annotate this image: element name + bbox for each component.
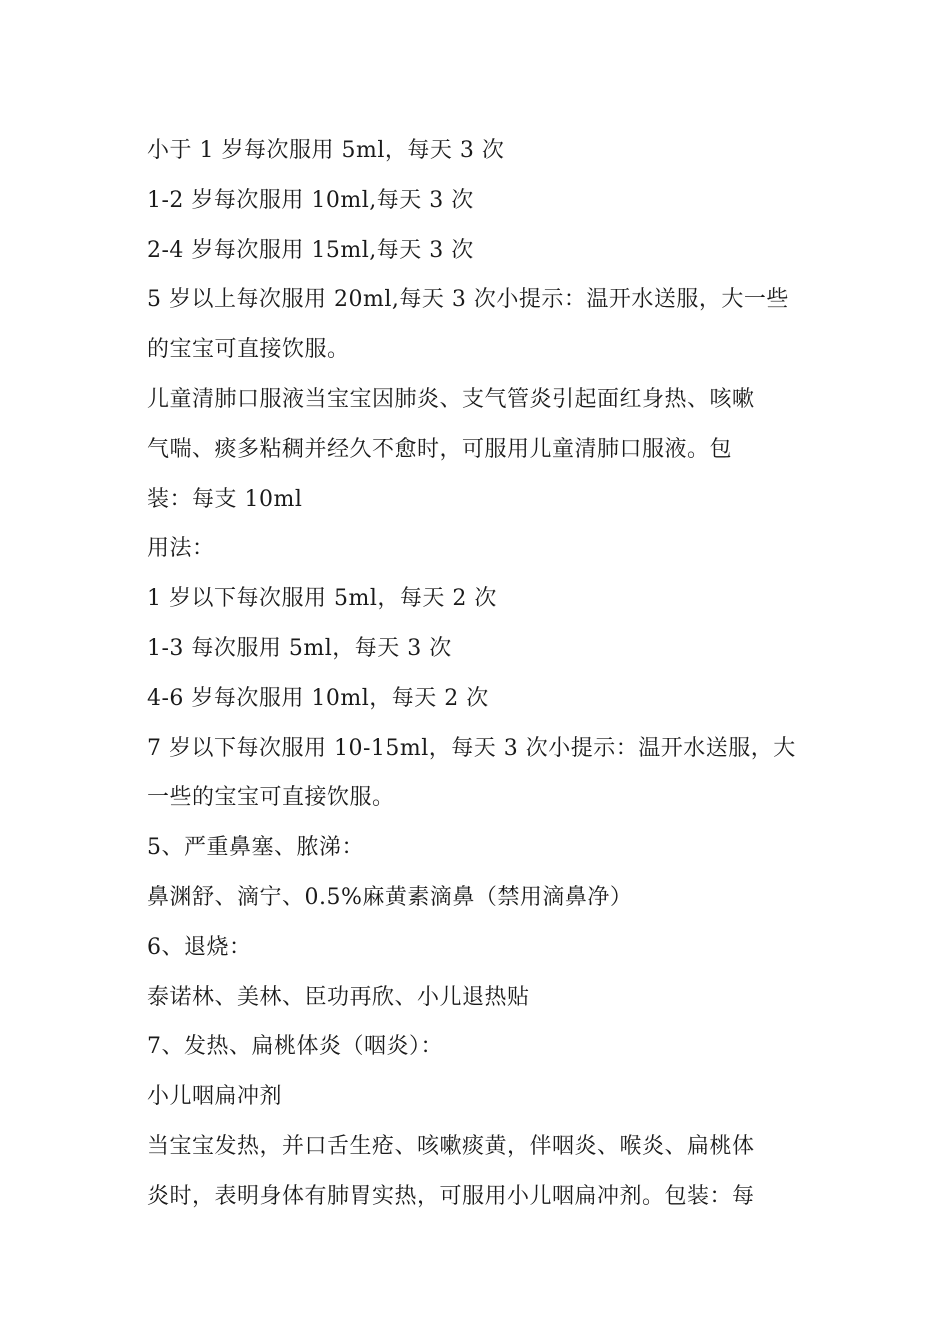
text-line: 小于 1 岁每次服用 5ml，每天 3 次 [147,138,505,163]
text-line: 7 岁以下每次服用 10-15ml，每天 3 次小提示：温开水送服，大 [147,735,796,761]
text-line: 装：每支 10ml [147,486,303,512]
section-heading: 5、严重鼻塞、脓涕： [147,835,364,861]
text-line: 一些的宝宝可直接饮服。 [147,785,395,811]
text-line: 鼻渊舒、滴宁、0.5%麻黄素滴鼻（禁用滴鼻净） [147,884,633,910]
text-line: 泰诺林、美林、臣功再欣、小儿退热贴 [147,984,530,1010]
text-line: 1-2 岁每次服用 10ml,每天 3 次 [147,187,474,213]
text-line: 1 岁以下每次服用 5ml，每天 2 次 [147,586,497,612]
text-line: 小儿咽扁冲剂 [147,1084,283,1110]
text-line: 1-3 每次服用 5ml，每天 3 次 [147,635,452,661]
text-line: 的宝宝可直接饮服。 [147,337,350,363]
text-line: 4-6 岁每次服用 10ml，每天 2 次 [147,685,489,711]
text-line: 5 岁以上每次服用 20ml,每天 3 次小提示：温开水送服，大一些 [147,287,789,313]
text-line: 儿童清肺口服液当宝宝因肺炎、支气管炎引起面红身热、咳嗽 [147,386,755,412]
text-line: 炎时，表明身体有肺胃实热，可服用小儿咽扁冲剂。包装：每 [147,1183,755,1209]
text-line: 气喘、痰多粘稠并经久不愈时，可服用儿童清肺口服液。包 [147,436,733,462]
text-line: 当宝宝发热，并口舌生疮、咳嗽痰黄，伴咽炎、喉炎、扁桃体 [147,1133,755,1159]
section-heading: 7、发热、扁桃体炎（咽炎）： [147,1034,443,1060]
text-line: 用法： [147,536,215,562]
section-heading: 6、退烧： [147,934,252,960]
text-line: 2-4 岁每次服用 15ml,每天 3 次 [147,237,474,263]
document-body [147,126,807,1222]
